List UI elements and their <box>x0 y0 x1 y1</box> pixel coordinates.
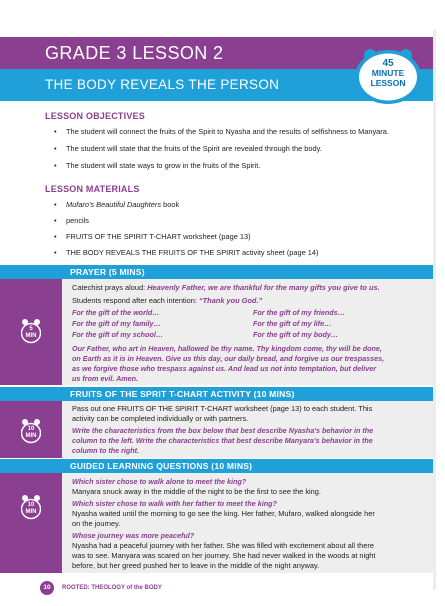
clock-unit: MIN <box>25 432 37 439</box>
objective-item: • The student will connect the fruits of the Spirit to Nyasha and the results of selfishness to Manyara. <box>66 127 389 136</box>
materials-heading: LESSON MATERIALS <box>45 184 140 194</box>
clock-num: 5 <box>29 326 33 332</box>
guided-clock-label <box>21 502 41 515</box>
tchart-instruction: column to the left. Write the characteristics that best describe Manyara's behavior in the <box>72 436 373 445</box>
material-item-book <box>66 200 179 209</box>
answer-line: Nyasha had a peaceful journey with her father. She was filled with excitement about all there <box>72 541 374 550</box>
guided-title: GUIDED LEARNING QUESTIONS (10 MINS) <box>70 461 253 471</box>
tchart-line: Pass out one FRUITS OF THE SPIRIT T-CHART worksheet (page 13) to each student. This <box>72 404 373 413</box>
prayer-intro-em: Heavenly Father, we are thankful for the many gifts you give to us. <box>147 283 380 292</box>
material-item: • THE BODY REVEALS THE FRUITS OF THE SPIRIT activity sheet (page 14) <box>66 248 318 257</box>
tchart-line: activity can be completed individually or with partners. <box>72 414 249 423</box>
tchart-instruction: column to the right. <box>72 446 140 455</box>
prayer-bar <box>0 265 433 279</box>
guided-side-panel <box>0 473 62 573</box>
question: Which sister chose to walk with her father to meet the king? <box>72 499 277 508</box>
footer-label: ROOTED: THEOLOGY of the BODY <box>62 585 162 591</box>
clock-unit: MIN <box>25 332 37 339</box>
book-title: Mufaro's Beautiful Daughters <box>66 200 162 209</box>
gift-intention: For the gift of my friends… <box>253 308 345 317</box>
answer-line: Nyasha waited until the morning to go see the king. Her father, Mufaro, walked alongside her <box>72 509 375 518</box>
our-father-line: Our Father, who art in Heaven, hallowed be thy name. Thy kingdom come, thy will be done, <box>72 344 382 353</box>
our-father-line: us from evil. Amen. <box>72 374 139 383</box>
our-father-line: as we forgive those who trespass against us. And lead us not into temptation, but deliver <box>72 364 377 373</box>
gift-intention: For the gift of the world… <box>72 308 160 317</box>
prayer-intro-plain: Catechist prays aloud: <box>72 283 148 292</box>
gift-intention: For the gift of my family… <box>72 319 161 328</box>
gift-intention: For the gift of my school… <box>72 330 164 339</box>
objectives-heading: LESSON OBJECTIVES <box>45 111 145 121</box>
answer-line: before, but her greed pushed her to leave in the middle of the night anyway. <box>72 561 320 570</box>
clock-num: 10 <box>27 502 35 508</box>
lesson-title: GRADE 3 LESSON 2 <box>45 43 224 63</box>
badge-line1: MINUTE <box>371 68 405 78</box>
badge-text <box>350 58 426 88</box>
clock-unit: MIN <box>25 508 37 515</box>
our-father-line: on Earth as it is in Heaven. Give us this day, our daily bread, and forgive us our trespasses, <box>72 354 385 363</box>
question: Which sister chose to walk alone to meet the king? <box>72 477 247 486</box>
answer-line: Manyara snuck away in the middle of the night to be the first to see the king. <box>72 487 321 496</box>
prayer-clock-label <box>21 326 41 339</box>
page-number: 10 <box>40 581 54 595</box>
prayer-respond-em: “Thank you God.” <box>198 296 263 305</box>
objective-item: • The student will state ways to grow in the fruits of the Spirit. <box>66 161 260 170</box>
clock-num: 10 <box>27 426 35 432</box>
page-edge <box>433 30 436 590</box>
prayer-respond-plain: Students respond after each intention: <box>72 296 199 305</box>
material-item: • pencils <box>66 216 89 225</box>
badge-number: 45 <box>382 58 394 69</box>
prayer-title: PRAYER (5 MINS) <box>70 267 145 277</box>
answer-line: was to see. Manyara was scared on her journey. She had never walked in the woods at night <box>72 551 376 560</box>
gift-intention: For the gift of my body… <box>253 330 339 339</box>
badge-line2: LESSON <box>370 77 406 88</box>
tchart-clock-label <box>21 426 41 439</box>
gift-intention: For the gift of my life… <box>253 319 332 328</box>
book-suffix: book <box>161 200 180 209</box>
answer-line: on the journey. <box>72 519 121 528</box>
prayer-respond <box>72 296 262 305</box>
question: Whose journey was more peaceful? <box>72 531 195 540</box>
material-item: • FRUITS OF THE SPIRIT T-CHART worksheet (page 13) <box>66 232 251 241</box>
tchart-title: FRUITS OF THE SPRIT T-CHART ACTIVITY (10 MINS) <box>70 389 295 399</box>
tchart-instruction: Write the characteristics from the box below that best describe Nyasha's behavior in the <box>72 426 374 435</box>
prayer-intro <box>72 283 380 292</box>
objective-item: • The student will state that the fruits of the Spirit are revealed through the body. <box>66 144 322 153</box>
lesson-subtitle: THE BODY REVEALS THE PERSON <box>45 77 280 92</box>
